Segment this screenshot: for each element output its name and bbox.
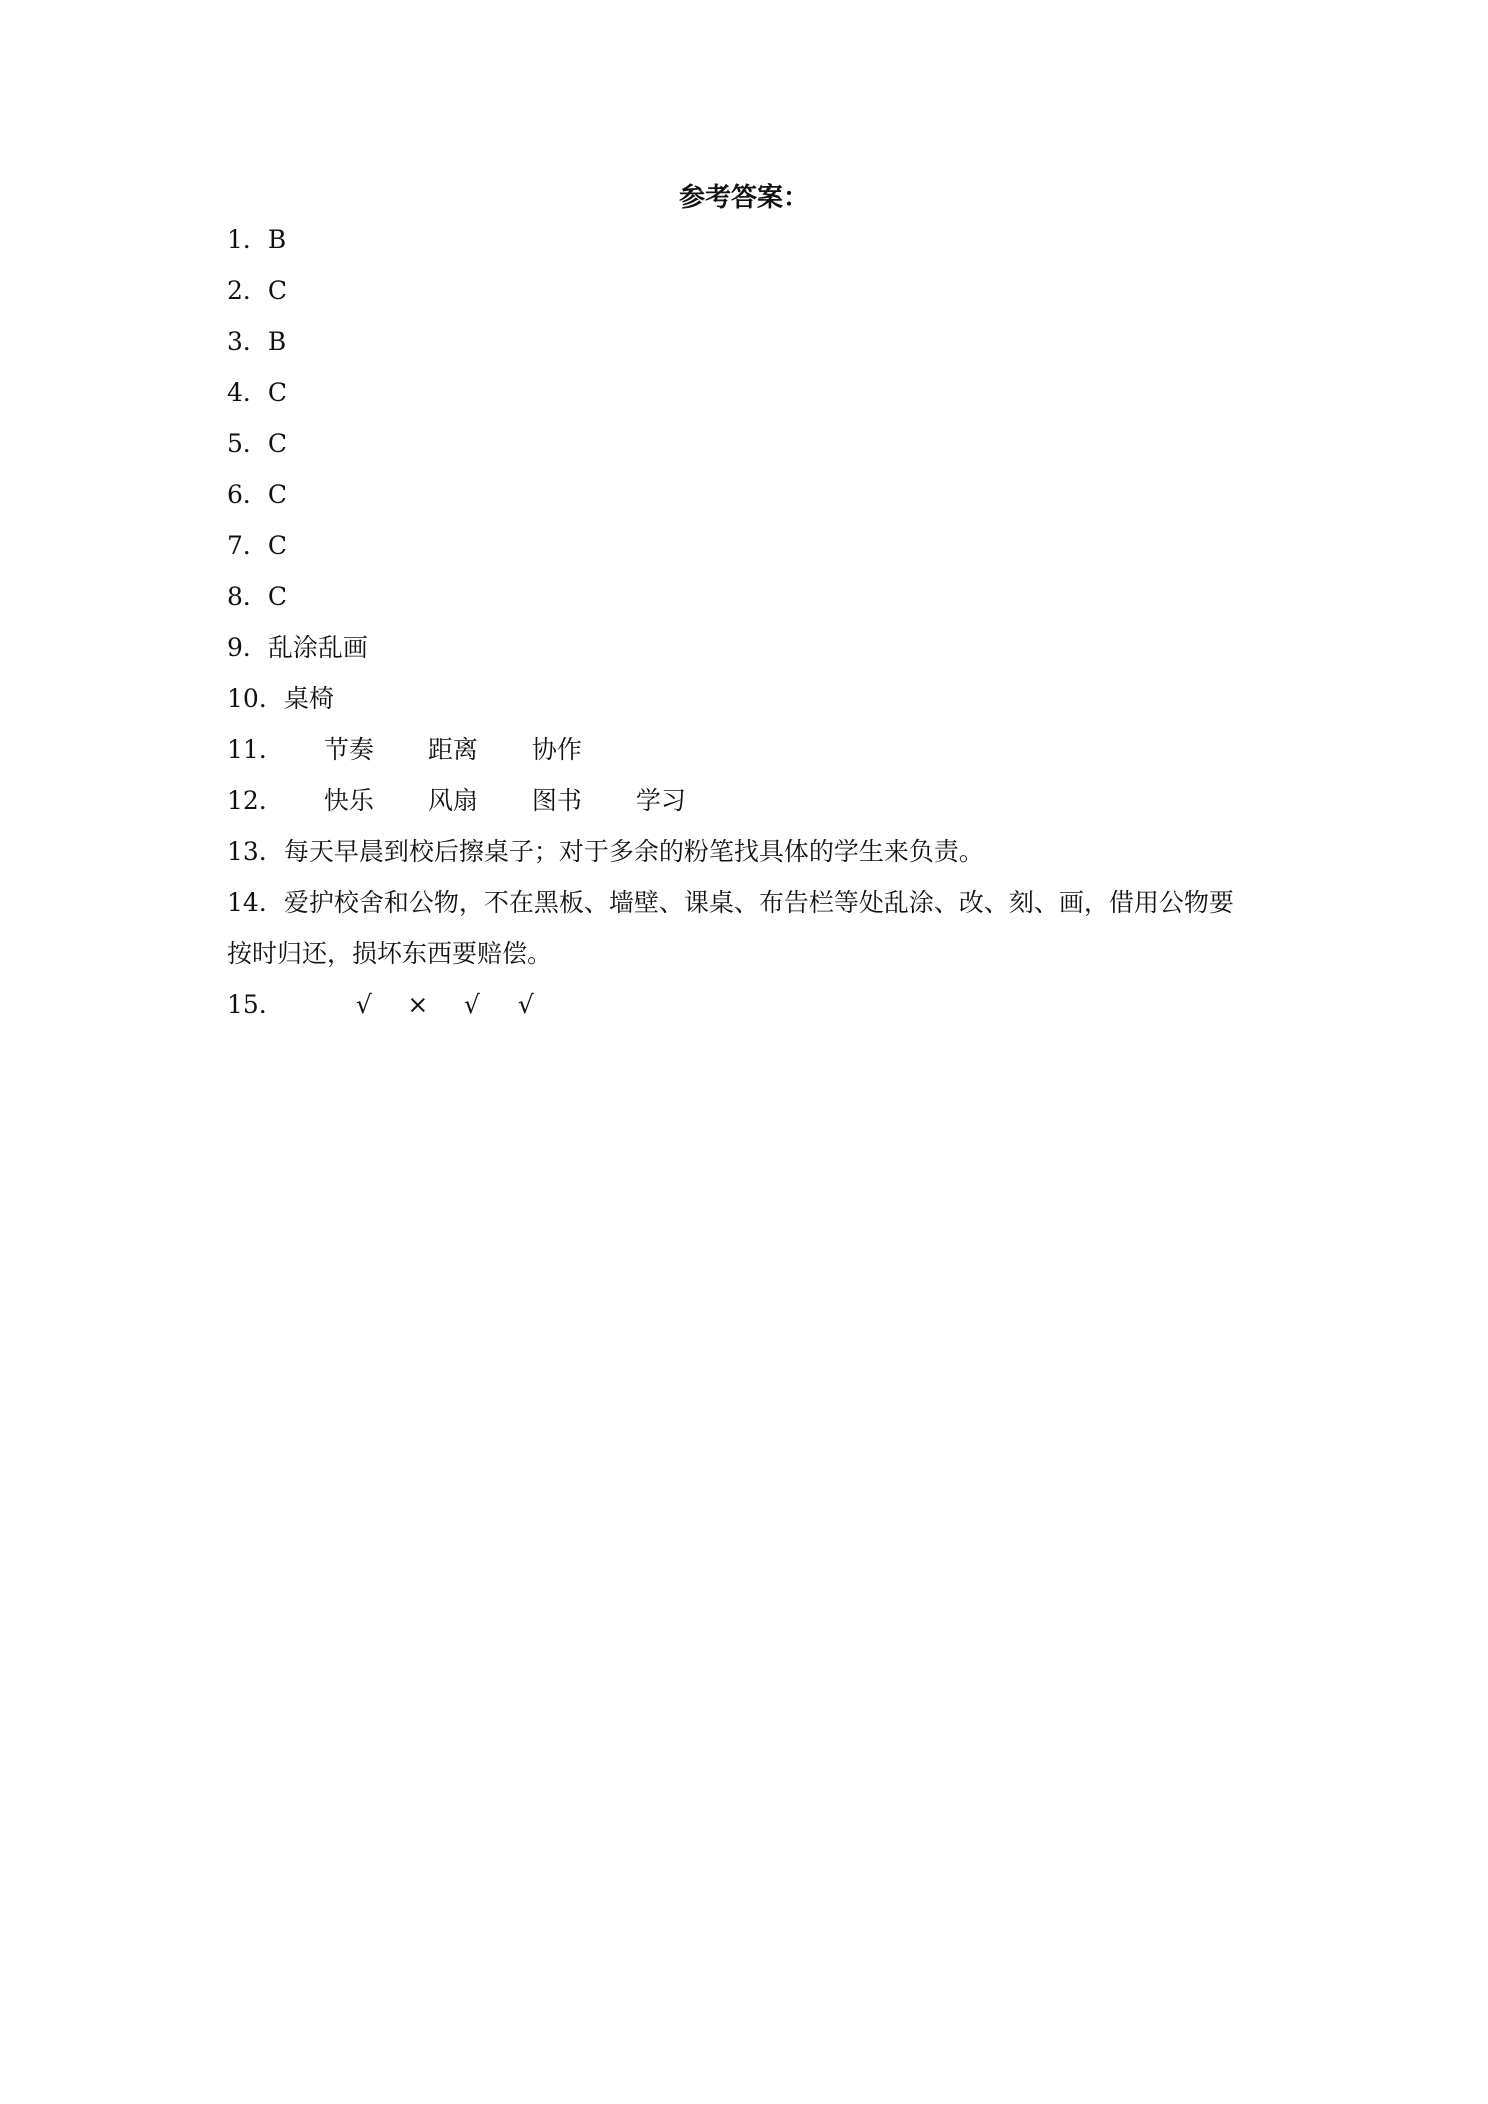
answer-number: 12 bbox=[227, 786, 259, 815]
answer-number: 4 bbox=[227, 378, 243, 407]
answer-text: C bbox=[267, 429, 288, 458]
answer-separator: ． bbox=[258, 990, 284, 1019]
answer-separator: ． bbox=[258, 786, 284, 815]
answer-item-12 bbox=[227, 775, 1287, 826]
answer-blank: 协作 bbox=[531, 735, 582, 764]
answer-separator: ． bbox=[242, 582, 268, 611]
answer-text: C bbox=[267, 582, 288, 611]
answer-item-11 bbox=[227, 724, 1287, 775]
answer-item-10 bbox=[227, 673, 1287, 724]
answer-separator: ． bbox=[242, 531, 268, 560]
answer-text: C bbox=[267, 378, 288, 407]
answer-separator: ． bbox=[242, 633, 268, 662]
answer-separator: ． bbox=[242, 378, 268, 407]
answer-separator: ． bbox=[258, 888, 284, 917]
answer-separator: ． bbox=[242, 225, 268, 254]
answer-blank: 距离 bbox=[427, 735, 478, 764]
answer-number: 8 bbox=[227, 582, 243, 611]
answer-number: 10 bbox=[227, 684, 259, 713]
answer-item-7 bbox=[227, 520, 1287, 571]
answer-separator: ． bbox=[258, 735, 284, 764]
answer-item-13 bbox=[227, 826, 1287, 877]
answer-text: 桌椅 bbox=[283, 684, 334, 713]
answer-blank: 风扇 bbox=[427, 786, 478, 815]
answer-number: 5 bbox=[227, 429, 243, 458]
answer-number: 15 bbox=[227, 990, 259, 1019]
answer-separator: ． bbox=[242, 327, 268, 356]
answer-text: C bbox=[267, 531, 288, 560]
page-title: 参考答案： bbox=[678, 183, 809, 213]
check-mark: √ bbox=[355, 990, 372, 1019]
answer-separator: ． bbox=[258, 837, 284, 866]
check-mark: √ bbox=[517, 990, 534, 1019]
check-mark: √ bbox=[463, 990, 480, 1019]
answer-text: C bbox=[267, 480, 288, 509]
answer-blank: 节奏 bbox=[323, 735, 374, 764]
answer-item-15 bbox=[227, 979, 1287, 1030]
answer-text: C bbox=[267, 276, 288, 305]
answer-item-9 bbox=[227, 622, 1287, 673]
answer-item-6 bbox=[227, 469, 1287, 520]
answer-blank: 图书 bbox=[531, 786, 582, 815]
answer-number: 7 bbox=[227, 531, 243, 560]
answer-number: 6 bbox=[227, 480, 243, 509]
answer-number: 14 bbox=[227, 888, 259, 917]
answer-text: 每天早晨到校后擦桌子；对于多余的粉笔找具体的学生来负责。 bbox=[283, 837, 984, 866]
answer-number: 3 bbox=[227, 327, 243, 356]
answer-number: 2 bbox=[227, 276, 243, 305]
answer-separator: ． bbox=[242, 276, 268, 305]
answer-number: 1 bbox=[227, 225, 243, 254]
answer-item-3 bbox=[227, 316, 1287, 367]
answer-item-2 bbox=[227, 265, 1287, 316]
answer-text: B bbox=[267, 327, 287, 356]
answer-item-14 bbox=[227, 877, 1287, 979]
answer-item-5 bbox=[227, 418, 1287, 469]
answer-blank: 学习 bbox=[635, 786, 686, 815]
answer-separator: ． bbox=[258, 684, 284, 713]
answer-text-line-1: 爱护校舍和公物，不在黑板、墙壁、课桌、布告栏等处乱涂、改、刻、画，借用公物要 bbox=[283, 888, 1234, 917]
answer-item-8 bbox=[227, 571, 1287, 622]
answer-item-1 bbox=[227, 214, 1287, 265]
answer-text: B bbox=[267, 225, 287, 254]
answer-number: 13 bbox=[227, 837, 259, 866]
answer-number: 9 bbox=[227, 633, 243, 662]
answer-blank: 快乐 bbox=[323, 786, 374, 815]
cross-mark: × bbox=[407, 990, 429, 1019]
answer-separator: ． bbox=[242, 429, 268, 458]
answer-separator: ． bbox=[242, 480, 268, 509]
answer-list bbox=[227, 214, 1287, 1030]
answer-item-4 bbox=[227, 367, 1287, 418]
answer-text: 乱涂乱画 bbox=[267, 633, 368, 662]
answer-number: 11 bbox=[227, 735, 259, 764]
answer-text-line-2: 按时归还，损坏东西要赔偿。 bbox=[227, 939, 553, 968]
